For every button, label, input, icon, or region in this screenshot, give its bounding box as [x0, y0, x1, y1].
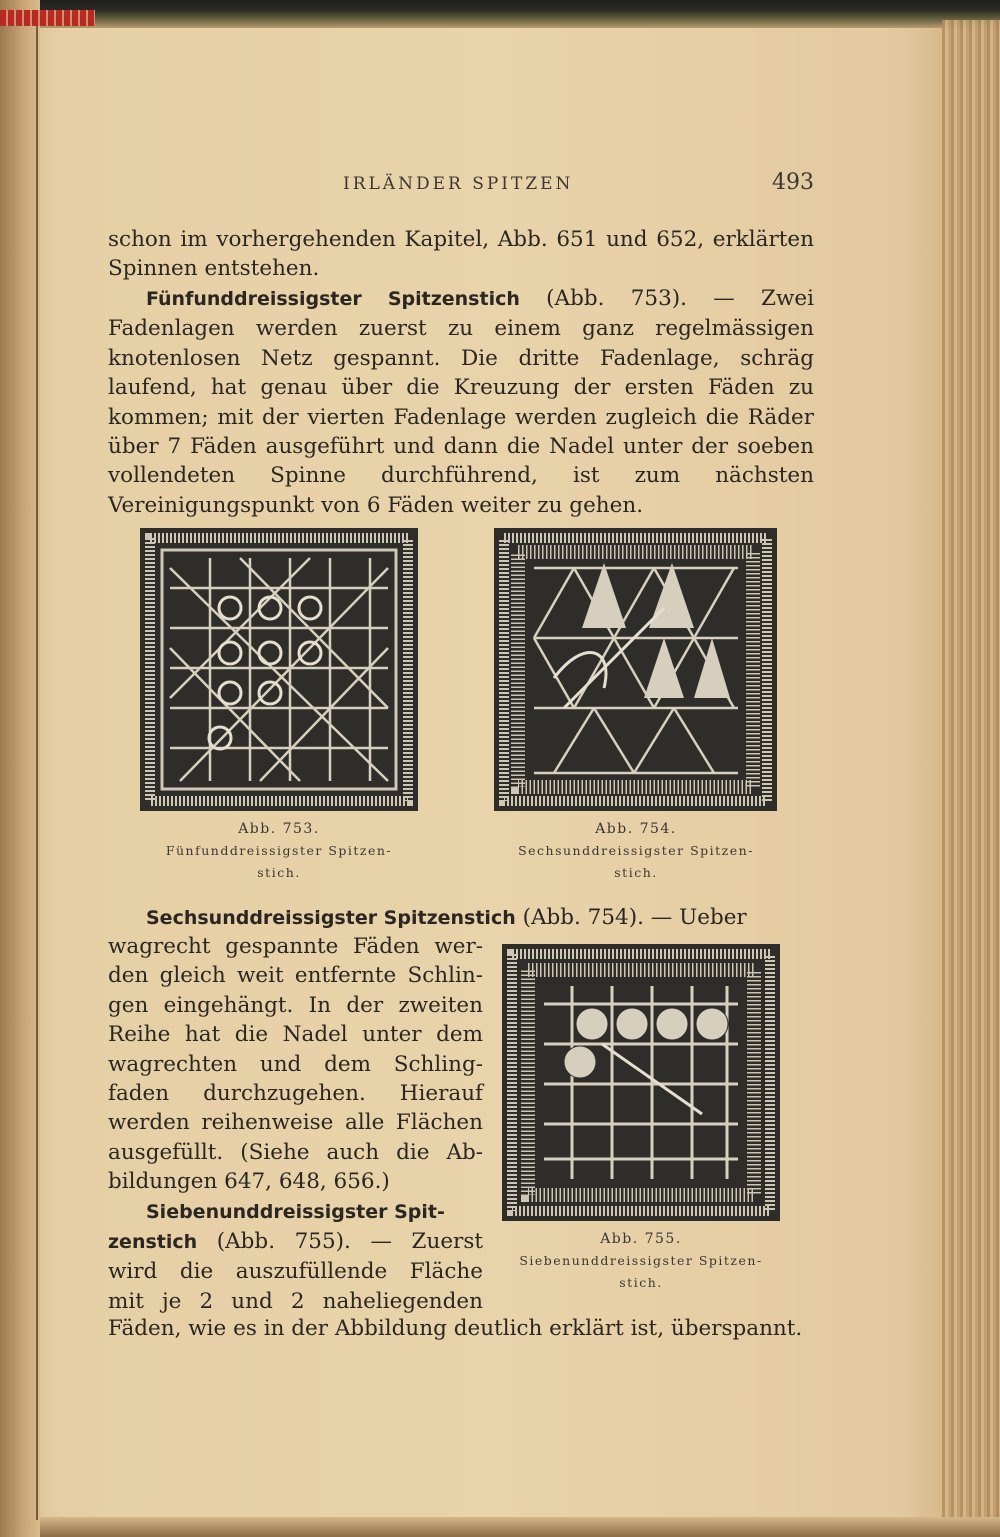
- figure-754-caption-line2: stich.: [614, 865, 658, 880]
- p3-line: ausgefüllt. (Siehe auch die Ab-: [108, 1139, 483, 1165]
- p4-line: wird die auszufüllende Fläche: [108, 1259, 483, 1285]
- figure-753-caption-line2: stich.: [257, 865, 301, 880]
- running-title: IRLÄNDER SPITZEN: [343, 174, 574, 194]
- p3-line: wagrecht gespannte Fäden wer-: [108, 934, 483, 959]
- p3-line: Reihe hat die Nadel unter dem: [108, 1022, 483, 1048]
- p3-line: den gleich weit entfernte Schlin-: [108, 963, 483, 989]
- paragraph-4-last-line: Fäden, wie es in der Abbildung deutlich erklärt ist, überspannt.: [108, 1316, 803, 1341]
- paragraph-2: [108, 284, 814, 520]
- p3-line: faden durchzugehen. Hierauf: [108, 1081, 483, 1107]
- heading-37-part1: Siebenunddreissigster Spit-: [146, 1200, 445, 1223]
- paragraph-3-first-text: (Abb. 754). — Ueber: [515, 905, 747, 930]
- p4-heading-line: [108, 1197, 483, 1227]
- figure-755-caption: [500, 1228, 782, 1294]
- heading-37-part2: zenstich: [108, 1231, 198, 1254]
- figure-754-caption: [486, 818, 786, 884]
- figure-755-caption-line1: Siebenunddreissigster Spitzen-: [519, 1253, 763, 1268]
- page-number: 493: [772, 170, 814, 195]
- red-cover-corner: [0, 10, 95, 26]
- p3-line: bildungen 647, 648, 656.): [108, 1169, 390, 1195]
- heading-36: Sechsunddreissigster Spitzenstich: [146, 907, 516, 929]
- figure-753-caption: [130, 818, 428, 884]
- paragraph-2-body: (Abb. 753). — Zwei Fadenlagen werden zuerst zu einem ganz regelmässigen knotenlosen Netz gespannt. Die dritte Fadenlage, schräg laufend, hat genau über die Kreuzung der ersten Fäden zu kommen; mit der vierten Fadenlage werden zugleich die Räder über 7 Fäden ausgeführt und dann die Nadel unter der soeben vollendeten Spinne durchführend, ist zum nächsten Vereinigungspunkt von 6 Fäden weiter zu gehen.: [108, 286, 814, 518]
- figure-754-number: Abb. 754.: [595, 821, 677, 837]
- page-edges: [942, 20, 1000, 1537]
- heading-35: Fünfunddreissigster Spitzenstich: [146, 288, 520, 310]
- paragraph-3-first-line: [108, 903, 814, 933]
- figure-754-image: [494, 528, 777, 811]
- figure-755-caption-line2: stich.: [619, 1275, 663, 1290]
- figure-755-image: [502, 944, 780, 1221]
- p3-line: werden reihenweise alle Flächen: [108, 1110, 483, 1136]
- book-spine: [0, 0, 40, 1537]
- p3-line: wagrechten und dem Schling-: [108, 1051, 483, 1077]
- top-edge: [0, 0, 1000, 28]
- p4-line: mit je 2 und 2 naheliegenden: [108, 1288, 483, 1314]
- bottom-edge: [40, 1517, 1000, 1537]
- paragraph-3-column: [108, 932, 483, 1316]
- p4-after-heading: (Abb. 755). — Zuerst: [197, 1229, 483, 1255]
- figure-755-number: Abb. 755.: [600, 1231, 682, 1247]
- figure-754-caption-line1: Sechsunddreissigster Spitzen-: [518, 843, 754, 858]
- figure-753-caption-line1: Fünfunddreissigster Spitzen-: [165, 843, 393, 858]
- p3-line: gen eingehängt. In der zweiten: [108, 992, 483, 1018]
- running-header: [108, 170, 814, 200]
- p4-line: [108, 1227, 483, 1257]
- figure-753-number: Abb. 753.: [238, 821, 320, 837]
- figure-753-image: [140, 528, 418, 811]
- paragraph-1: schon im vorhergehenden Kapitel, Abb. 651 und 652, erklärten Spinnen entstehen.: [108, 227, 814, 282]
